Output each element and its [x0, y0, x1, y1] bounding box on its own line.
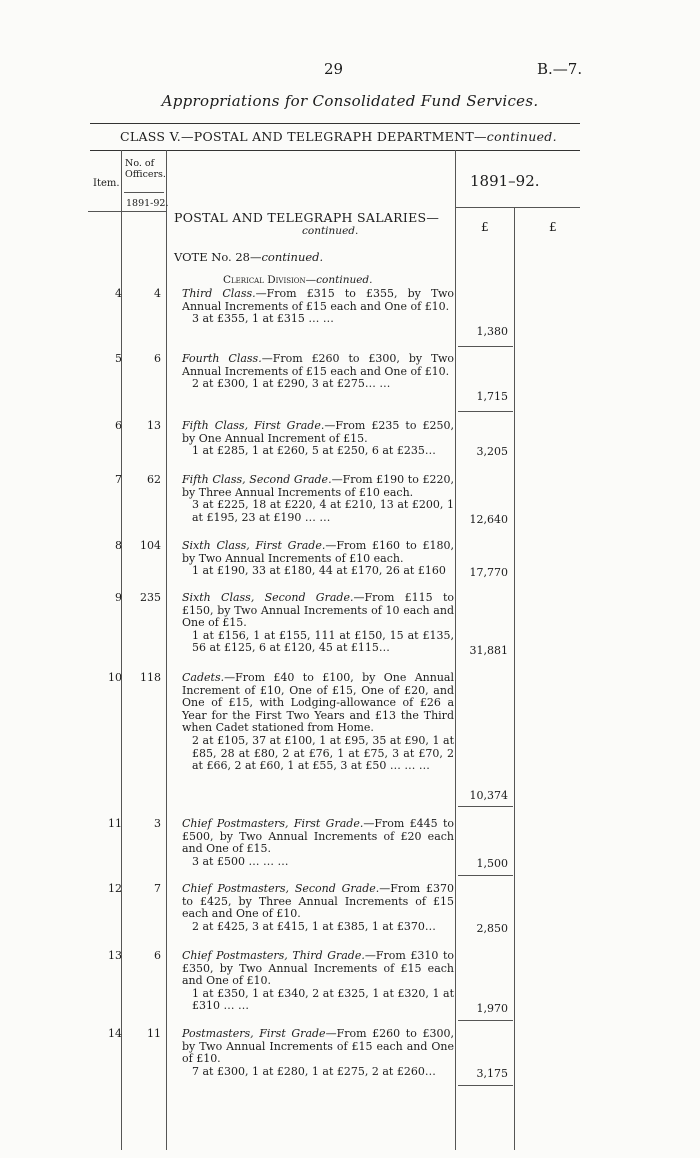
grade-detail: 3 at £225, 18 at £220, 4 at £210, 13 at £200, 1 at £195, 23 at £190 … …: [192, 498, 454, 524]
item-number: 4: [115, 287, 122, 300]
column-divider-desc: [455, 150, 456, 1150]
top-rule: [90, 123, 580, 124]
grade-terms: —From £40 to £100, by One Annual Increment of £10, One of £15, One of £20, and One of £15, with Lodging-allowance of £26 a Year for the First Two Years and £13 the Third when Cadet stationed from Home.: [182, 671, 454, 735]
grade-name: Chief Postmasters, First Grade.: [182, 817, 364, 830]
vote-heading: [174, 250, 323, 264]
grade-detail: 2 at £300, 1 at £290, 3 at £275… …: [192, 377, 391, 391]
document-reference: B.—7.: [537, 60, 583, 78]
amount-rule: [458, 1085, 513, 1086]
grade-terms: —From £310 to £350, by Two Annual Increments of £15 each and One of £10.: [182, 949, 454, 988]
amount-rule: [458, 1020, 513, 1021]
officer-count: 6: [154, 949, 161, 962]
grade-detail: 1 at £350, 1 at £340, 2 at £325, 1 at £320, 1 at £310 … …: [192, 986, 454, 1013]
row-description: [182, 950, 454, 1013]
amount: 1,380: [476, 325, 508, 338]
grade-name: Sixth Class, First Grade.: [182, 539, 326, 552]
grade-name: Chief Postmasters, Third Grade.: [182, 949, 365, 962]
amount: 12,640: [469, 513, 508, 526]
row-description: [182, 592, 454, 655]
grade-terms: —From £160 to £180, by Two Annual Increments of £10 each.: [182, 539, 454, 565]
item-number: 11: [108, 817, 122, 830]
grade-name: Chief Postmasters, Second Grade.: [182, 882, 380, 895]
grade-detail: 1 at £156, 1 at £155, 111 at £150, 15 at £135, 56 at £125, 6 at £120, 45 at £115…: [192, 628, 454, 655]
amount: 1,500: [476, 857, 508, 870]
grade-terms: —From £445 to £500, by Two Annual Increments of £20 each and One of £15.: [182, 817, 454, 856]
amount: 3,205: [476, 445, 508, 458]
officer-count: 11: [147, 1027, 161, 1040]
row-description: [182, 353, 454, 391]
class-heading-cont: continued.: [486, 129, 557, 144]
officer-count: 3: [154, 817, 161, 830]
grade-detail: 7 at £300, 1 at £280, 1 at £275, 2 at £260…: [192, 1064, 436, 1078]
grade-name: Fifth Class, Second Grade.: [182, 473, 332, 486]
grade-detail: 2 at £105, 37 at £100, 1 at £95, 35 at £90, 1 at £85, 28 at £80, 2 at £76, 1 at £75, 3 at £70, 2 at £66, 2 at £60, 1 at £55, 3 at £50 … … …: [192, 733, 454, 773]
officer-count: 4: [154, 287, 161, 300]
row-description: [182, 420, 454, 458]
grade-detail: 1 at £285, 1 at £260, 5 at £250, 6 at £235…: [192, 444, 436, 458]
amount: 17,770: [469, 566, 508, 579]
header-rule: [90, 150, 580, 151]
amount-rule: [458, 411, 513, 412]
division-text: Clerical Division—: [223, 274, 317, 286]
section-heading-cont: continued.: [302, 225, 359, 237]
section-heading: POSTAL AND TELEGRAPH SALARIES—: [174, 210, 440, 225]
grade-name: Postmasters, First Grade: [182, 1027, 326, 1040]
row-description: [182, 288, 454, 326]
grade-name: Sixth Class, Second Grade.: [182, 591, 354, 604]
amount-rule: [458, 806, 513, 807]
amount: 10,374: [469, 789, 508, 802]
item-number: 14: [108, 1027, 122, 1040]
grade-detail: 3 at £500 … … …: [192, 854, 289, 868]
grade-detail: 3 at £355, 1 at £315 … …: [192, 312, 334, 326]
header-year: 1891–92.: [470, 172, 540, 190]
amount: 31,881: [469, 644, 508, 657]
column-divider-officers: [166, 150, 167, 1150]
grade-terms: —From £190 to £220, by Three Annual Increments of £10 each.: [182, 473, 454, 499]
grade-terms: —From £370 to £425, by Three Annual Increments of £15 each and One of £10.: [182, 882, 454, 921]
item-number: 12: [108, 882, 122, 895]
vote-cont: continued.: [261, 250, 324, 264]
grade-name: Fifth Class, First Grade.: [182, 419, 325, 432]
header-no-of-officers: No. of Officers.: [125, 158, 166, 180]
grade-detail: 2 at £425, 3 at £415, 1 at £385, 1 at £370…: [192, 919, 436, 933]
officer-count: 7: [154, 882, 161, 895]
item-number: 6: [115, 419, 122, 432]
item-number: 5: [115, 352, 122, 365]
row-description: [182, 1028, 454, 1078]
grade-name: Fourth Class.: [182, 352, 262, 365]
row-description: [182, 540, 454, 578]
division-cont: continued.: [316, 274, 373, 286]
row-description: [182, 474, 454, 524]
item-number: 13: [108, 949, 122, 962]
officer-count: 62: [147, 473, 161, 486]
page-number: 29: [324, 60, 344, 78]
division-heading: [223, 274, 373, 286]
item-number: 9: [115, 591, 122, 604]
class-heading-text: CLASS V.—POSTAL AND TELEGRAPH DEPARTMENT—: [120, 129, 487, 144]
row-description: [182, 883, 454, 933]
currency-symbol-1: £: [481, 220, 489, 234]
amount: 1,715: [476, 390, 508, 403]
item-underline: [88, 211, 166, 212]
amount: 1,970: [476, 1002, 508, 1015]
item-number: 10: [108, 671, 122, 684]
amount: 2,850: [476, 922, 508, 935]
grade-name: Cadets.: [182, 671, 225, 684]
item-number: 7: [115, 473, 122, 486]
grade-terms: —From £260 to £300, by Two Annual Increments of £15 each and One of £10.: [182, 352, 454, 378]
header-year-small: 1891-92.: [126, 198, 169, 209]
officer-count: 235: [140, 591, 161, 604]
amount: 3,175: [476, 1067, 508, 1080]
officer-count: 118: [140, 671, 161, 684]
item-number: 8: [115, 539, 122, 552]
row-description: [182, 818, 454, 868]
page-title: Appropriations for Consolidated Fund Services.: [161, 92, 539, 110]
grade-terms: —From £115 to £150, by Two Annual Increments of 10 each and One of £15.: [182, 591, 454, 630]
year-underline: [455, 207, 580, 208]
class-heading: [120, 129, 557, 144]
amount-rule: [458, 875, 513, 876]
grade-terms: —From £235 to £250, by One Annual Increment of £15.: [182, 419, 454, 445]
vote-text: VOTE No. 28—: [174, 250, 262, 264]
officer-count: 13: [147, 419, 161, 432]
row-description: [182, 672, 454, 773]
officer-count: 6: [154, 352, 161, 365]
currency-symbol-2: £: [549, 220, 557, 234]
grade-detail: 1 at £190, 33 at £180, 44 at £170, 26 at £160: [192, 564, 446, 578]
grade-name: Third Class.: [182, 287, 256, 300]
header-item: Item.: [93, 178, 120, 189]
grade-terms: —From £315 to £355, by Two Annual Increments of £15 each and One of £10.: [182, 287, 455, 313]
amount-rule: [458, 346, 513, 347]
grade-terms: —From £260 to £300, by Two Annual Increments of £15 each and One of £10.: [182, 1027, 455, 1066]
officers-subrule: [124, 192, 164, 193]
officer-count: 104: [140, 539, 161, 552]
column-divider-amount: [514, 208, 515, 1150]
